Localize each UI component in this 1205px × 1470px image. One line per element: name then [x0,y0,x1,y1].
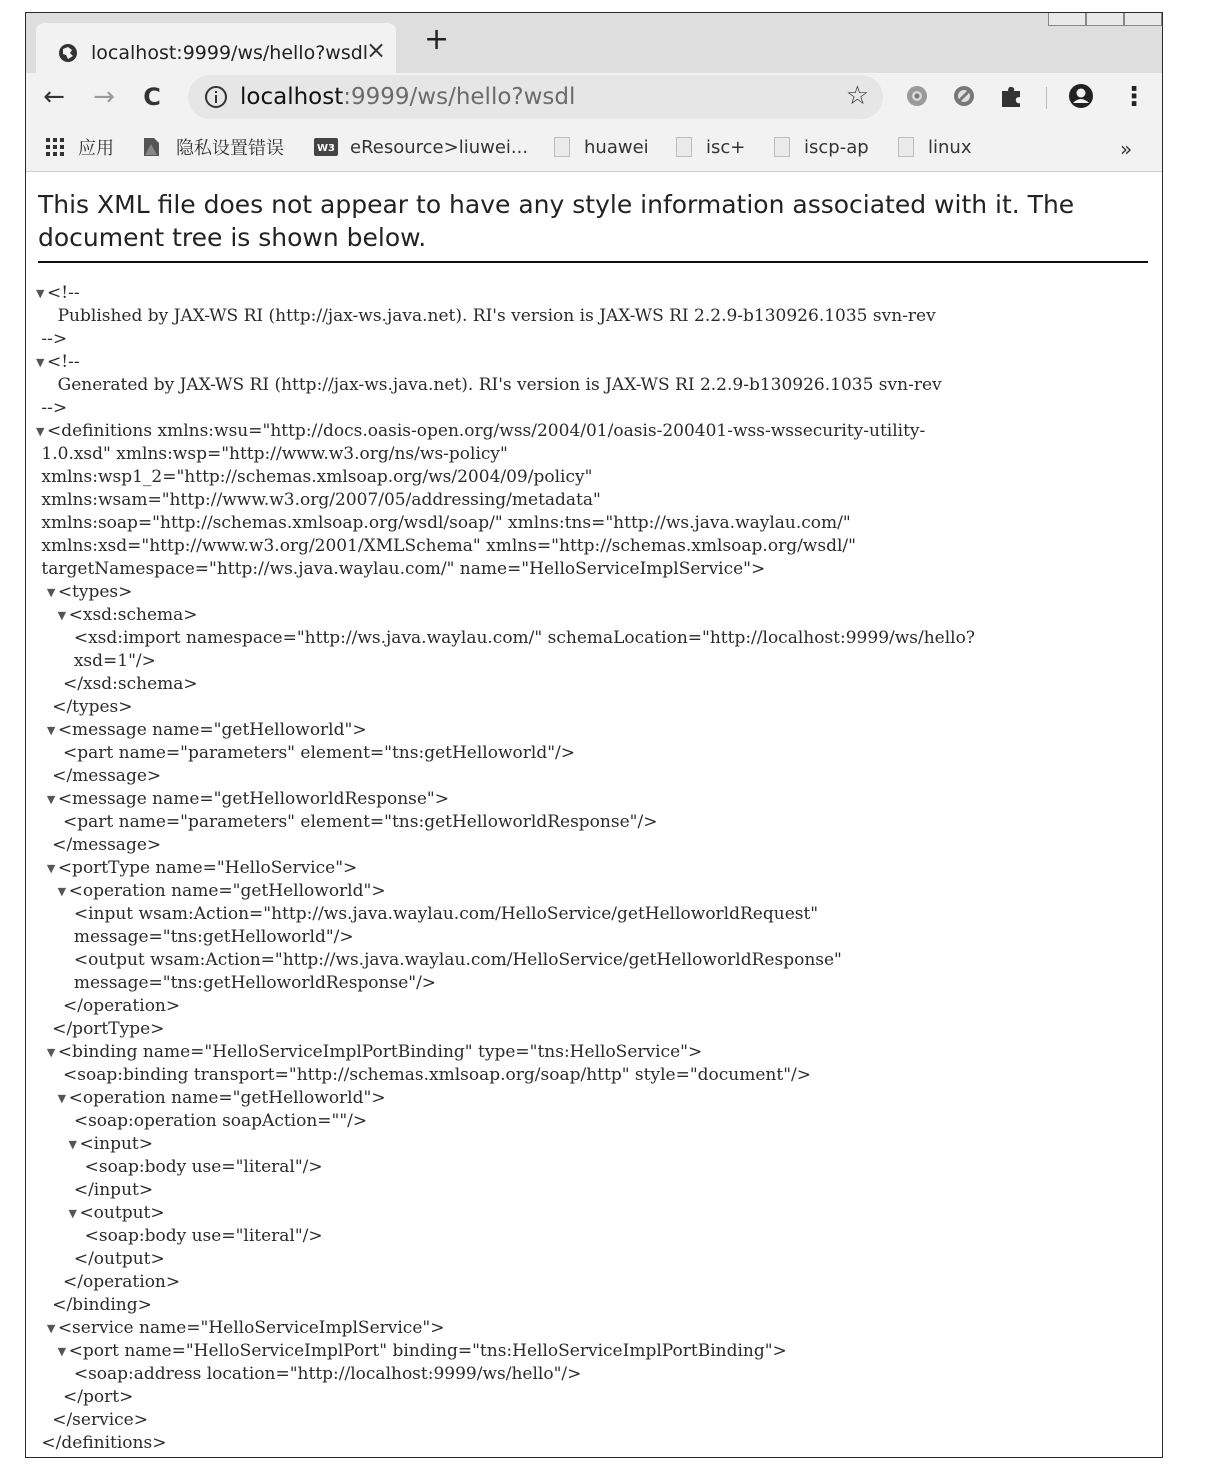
xml-line: ▼ <message name="getHelloworld"> [46,720,367,740]
collapse-triangle-icon[interactable]: ▼ [36,287,45,300]
collapse-triangle-icon[interactable]: ▼ [57,609,67,622]
bookmark-privacy-error[interactable] [142,135,284,159]
bookmark-label: iscp-ap [804,136,869,158]
xml-line: ▼ <operation name="getHelloworld"> [57,1088,386,1108]
globe-icon [58,43,78,63]
bookmark-star-icon[interactable]: ☆ [845,81,869,111]
xml-line: </message> [36,835,162,855]
collapse-triangle-icon[interactable]: ▼ [46,724,56,737]
collapse-triangle-icon[interactable]: ▼ [68,1207,77,1220]
xml-line: </binding> [36,1295,152,1315]
xml-line: ▼ <!-- [36,283,80,303]
url-text[interactable] [240,84,575,110]
bookmark-huawei[interactable] [554,135,649,159]
xml-line: 1.0.xsd" xmlns:wsp="http://www.w3.org/ns/ws-policy" [36,444,508,464]
window-close-button[interactable] [1124,12,1162,26]
notice-divider [38,261,1148,263]
collapse-triangle-icon[interactable]: ▼ [46,1046,56,1059]
url-host: localhost [240,84,344,110]
bookmark-label: 应用 [78,138,114,159]
bookmark-isc-plus[interactable] [676,135,745,159]
bookmark-iscp-ap[interactable] [774,135,869,159]
collapse-triangle-icon[interactable]: ▼ [46,793,56,806]
xml-line: ▼ <binding name="HelloServiceImplPortBinding" type="tns:HelloService"> [46,1042,703,1062]
xml-line: <part name="parameters" element="tns:getHelloworld"/> [36,743,576,763]
xml-line: xmlns:soap="http://schemas.xmlsoap.org/wsdl/soap/" xmlns:tns="http://ws.java.waylau.com/" [36,513,851,533]
xml-line: xmlns:wsp1_2="http://schemas.xmlsoap.org/ws/2004/09/policy" [36,467,593,487]
reload-icon: C [143,83,161,111]
svg-text:W3: W3 [317,143,335,154]
bookmark-linux[interactable] [898,135,971,159]
collapse-triangle-icon[interactable]: ▼ [46,1322,56,1335]
collapse-triangle-icon[interactable]: ▼ [57,885,67,898]
xml-line: </portType> [36,1019,165,1039]
xml-line: xsd=1"/> [36,651,156,671]
xml-line: <soap:operation soapAction=""/> [36,1111,368,1131]
collapse-triangle-icon[interactable]: ▼ [68,1138,77,1151]
more-vert-icon: ⋮ [1121,82,1147,112]
xml-line: ▼ <!-- [36,352,80,372]
xml-line: Generated by JAX-WS RI (http://jax-ws.java.net). RI's version is JAX-WS RI 2.2.9-b130926.1035 svn-rev [36,375,942,395]
xml-line: ▼ <input> [68,1134,153,1154]
extension-blocker-icon[interactable] [951,83,977,109]
back-arrow-icon: ← [43,82,65,112]
xml-line: <output wsam:Action="http://ws.java.waylau.com/HelloService/getHelloworldResponse" [36,950,842,970]
xml-line: ▼ <definitions xmlns:wsu="http://docs.oasis-open.org/wss/2004/01/oasis-200401-wss-wssecurity-utility- [36,421,926,441]
xml-line: ▼ <output> [68,1203,165,1223]
new-tab-button[interactable]: + [424,22,450,57]
xml-line: <soap:binding transport="http://schemas.xmlsoap.org/soap/http" style="document"/> [36,1065,811,1085]
xml-line: ▼ <port name="HelloServiceImplPort" binding="tns:HelloServiceImplPortBinding"> [57,1341,787,1361]
bookmark-apps[interactable] [46,135,114,159]
bookmarks-overflow-icon[interactable]: » [1120,137,1133,161]
xml-line: message="tns:getHelloworldResponse"/> [36,973,437,993]
forward-button[interactable] [88,81,120,113]
collapse-triangle-icon[interactable]: ▼ [46,862,56,875]
xml-line: </output> [36,1249,165,1269]
xml-line: <soap:body use="literal"/> [36,1157,323,1177]
browser-window [25,12,1163,1458]
bookmark-label: eResource>liuwei... [350,136,529,158]
xml-line: </message> [36,766,162,786]
apps-grid-icon [46,138,64,156]
page-icon [898,137,914,157]
address-bar[interactable] [188,75,883,119]
xml-line: --> [36,329,68,349]
xml-line: <xsd:import namespace="http://ws.java.waylau.com/" schemaLocation="http://localhost:9999/ws/hello? [36,628,975,648]
xml-line: <input wsam:Action="http://ws.java.waylau.com/HelloService/getHelloworldRequest" [36,904,819,924]
collapse-triangle-icon[interactable]: ▼ [36,356,45,369]
toolbar-divider [1046,87,1047,109]
close-icon[interactable]: × [366,36,387,64]
xml-line: --> [36,398,68,418]
collapse-triangle-icon[interactable]: ▼ [36,425,45,438]
xml-tree [36,282,1160,1455]
xml-line: <soap:body use="literal"/> [36,1226,323,1246]
profile-avatar-icon[interactable] [1068,83,1094,109]
xml-line: ▼ <xsd:schema> [57,605,198,625]
collapse-triangle-icon[interactable]: ▼ [46,586,56,599]
tab-title: localhost:9999/ws/hello?wsdl [91,42,369,64]
bookmark-label: isc+ [706,136,746,158]
page-warning-icon [142,137,162,157]
maximize-button[interactable] [1086,12,1124,26]
xml-line: message="tns:getHelloworld"/> [36,927,354,947]
xml-line: ▼ <types> [46,582,133,602]
window-controls [1048,12,1162,27]
xml-line: <soap:address location="http://localhost:9999/ws/hello"/> [36,1364,582,1384]
bookmark-label: linux [928,136,972,158]
xml-line: </input> [36,1180,154,1200]
page-icon [774,137,790,157]
extension-puzzle-icon[interactable] [998,83,1024,109]
tab-strip [26,13,1162,73]
minimize-button[interactable] [1048,12,1086,26]
page-icon [676,137,692,157]
xml-line: ▼ <service name="HelloServiceImplService"> [46,1318,445,1338]
xml-line: </definitions> [36,1433,167,1453]
extension-globe-icon[interactable] [904,83,930,109]
collapse-triangle-icon[interactable]: ▼ [57,1092,67,1105]
xml-line: </xsd:schema> [36,674,198,694]
bookmark-label: 隐私设置错误 [176,138,284,159]
bookmarks-bar [26,121,1162,172]
w3-logo-icon [314,138,338,156]
info-icon[interactable] [204,85,228,109]
page-icon [554,137,570,157]
bookmark-eresource[interactable] [314,135,528,159]
xml-line: Published by JAX-WS RI (http://jax-ws.java.net). RI's version is JAX-WS RI 2.2.9-b130926.1035 svn-rev [36,306,936,326]
bookmark-label: huawei [584,136,649,158]
xml-line: </operation> [36,1272,181,1292]
xml-style-notice: This XML file does not appear to have any style information associated with it. The document tree is shown below. [38,190,1075,252]
xml-line: ▼ <message name="getHelloworldResponse"> [46,789,449,809]
collapse-triangle-icon[interactable]: ▼ [57,1345,67,1358]
url-path: :9999/ws/hello?wsdl [343,84,576,110]
browser-menu-button[interactable] [1118,81,1150,113]
forward-arrow-icon: → [93,82,115,112]
xml-line: <part name="parameters" element="tns:getHelloworldResponse"/> [36,812,658,832]
xml-line: xmlns:xsd="http://www.w3.org/2001/XMLSchema" xmlns="http://schemas.xmlsoap.org/wsdl/" [36,536,856,556]
xml-line: ▼ <operation name="getHelloworld"> [57,881,386,901]
xml-line: </operation> [36,996,181,1016]
browser-toolbar [26,73,1162,121]
page-content [26,172,1162,1457]
xml-line: targetNamespace="http://ws.java.waylau.com/" name="HelloServiceImplService"> [36,559,766,579]
xml-line: </port> [36,1387,134,1407]
xml-line: xmlns:wsam="http://www.w3.org/2007/05/addressing/metadata" [36,490,601,510]
back-button[interactable] [38,81,70,113]
active-tab[interactable] [36,23,396,73]
xml-line: </service> [36,1410,148,1430]
reload-button[interactable] [136,81,168,113]
xml-line: ▼ <portType name="HelloService"> [46,858,358,878]
xml-line: </types> [36,697,133,717]
